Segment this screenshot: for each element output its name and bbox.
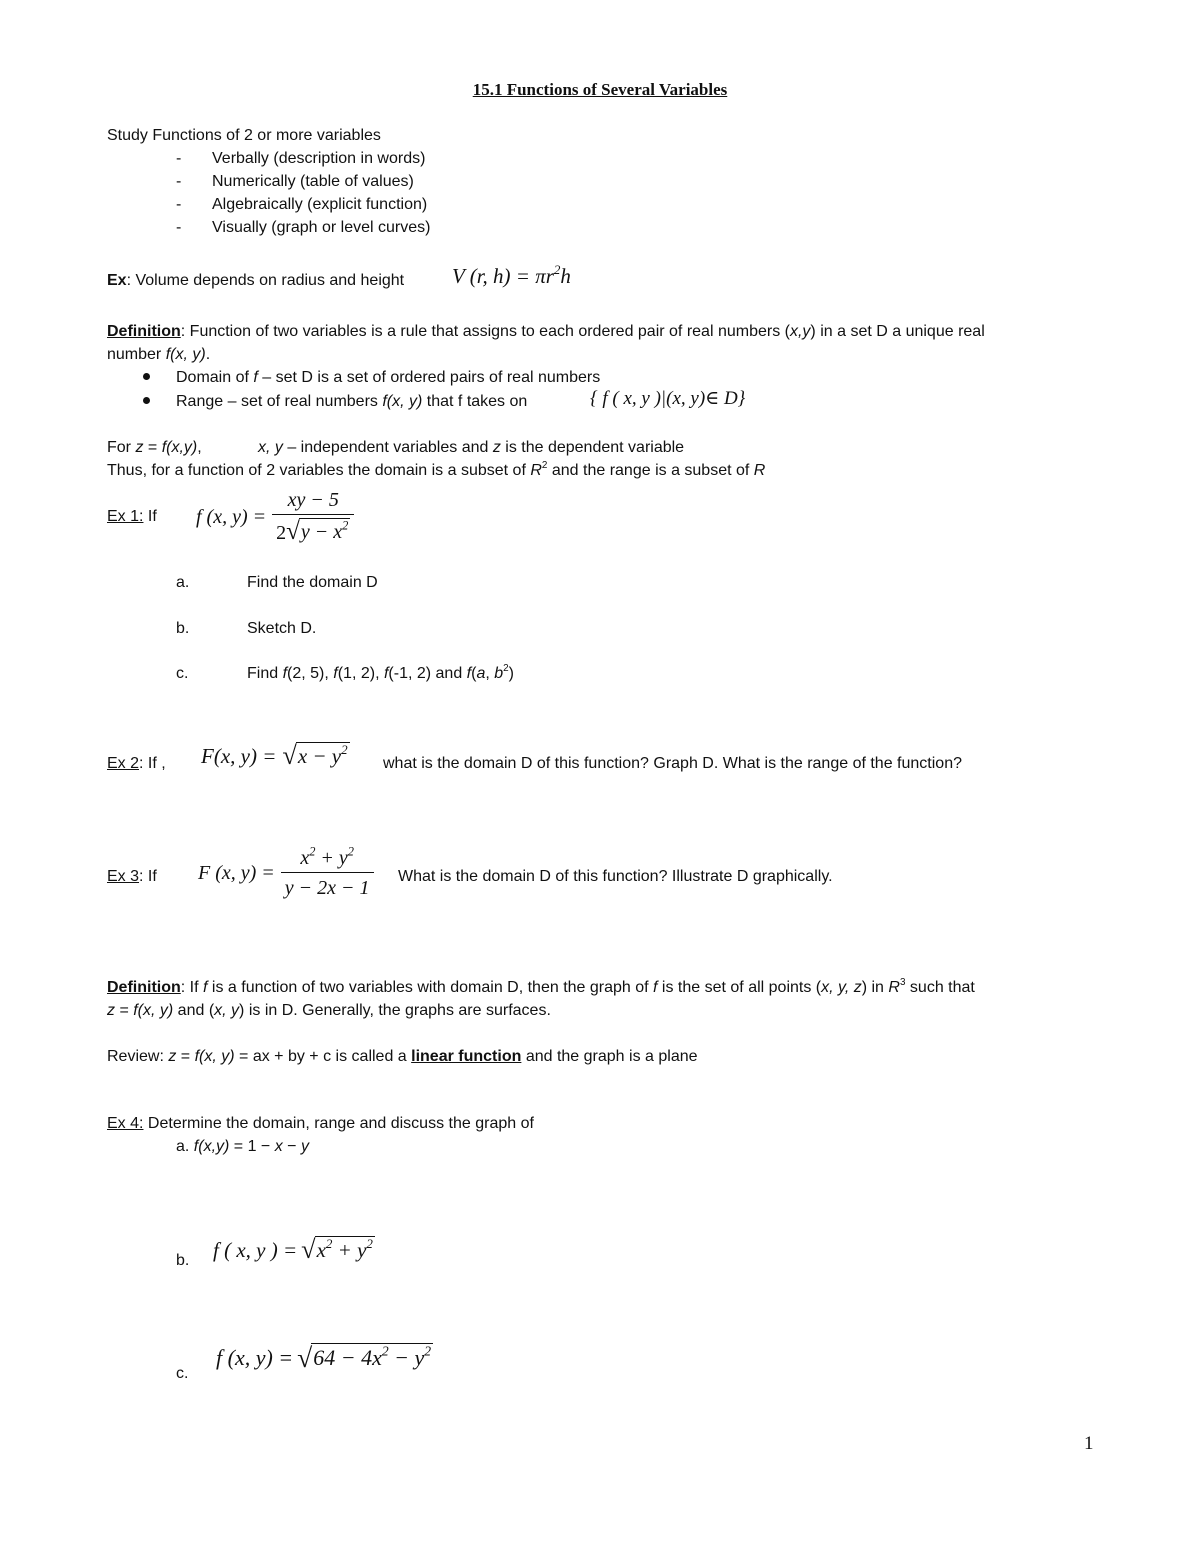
text: ( xyxy=(471,665,477,682)
exp: 2 xyxy=(366,1235,373,1251)
intro-dash: - xyxy=(176,219,182,236)
var-R: R xyxy=(530,462,542,479)
var-f: f xyxy=(383,665,389,682)
ex1-label: Ex 1: xyxy=(107,508,144,525)
volume-formula xyxy=(452,261,571,289)
var-y: y xyxy=(300,1138,309,1155)
definition-text: number xyxy=(107,346,166,363)
ex1-fraction xyxy=(272,488,354,545)
definition-2-line-2 xyxy=(107,1001,551,1020)
ex1-part-c-text xyxy=(247,664,514,683)
text: , xyxy=(197,439,202,456)
intro-lead: Study Functions of 2 or more variables xyxy=(107,127,381,144)
definition-label: Definition xyxy=(107,323,181,340)
text: ) is in D. Generally, the graphs are surfaces. xyxy=(239,1002,551,1019)
definition-colon: : xyxy=(180,323,186,340)
ex3-question: What is the domain D of this function? Illustrate D graphically. xyxy=(398,868,833,885)
var-R: R xyxy=(888,979,900,996)
intro-item: Visually (graph or level curves) xyxy=(212,219,431,236)
ex1-if: If xyxy=(143,508,157,525)
intro-dash: - xyxy=(176,196,182,213)
ex1-part-letter: b. xyxy=(176,620,190,637)
ex-volume-text: : Volume depends on radius and height xyxy=(126,272,405,289)
ex1-part-letter: c. xyxy=(176,665,189,682)
intro-dash: - xyxy=(176,173,182,190)
thus-line xyxy=(107,461,765,480)
var-z: z xyxy=(135,439,144,456)
bullet-f: f xyxy=(253,369,258,386)
text: For xyxy=(107,439,136,456)
definition-bullet-range xyxy=(143,392,527,411)
ex4-c-lhs: f (x, y) = xyxy=(216,1345,294,1370)
for-line-right xyxy=(258,438,684,457)
ex4-b-formula xyxy=(213,1236,375,1263)
ex2-label: Ex 2 xyxy=(107,755,140,772)
var-fxy: f(x, y) xyxy=(194,1048,235,1065)
text: (-1, 2) and xyxy=(388,665,467,682)
ex2-formula-lhs: F(x, y) = xyxy=(201,744,277,768)
ex3-formula xyxy=(198,846,374,900)
sqrt-icon: √ $y - x^2$ xyxy=(286,518,349,545)
ex3-if: : If xyxy=(139,868,157,885)
sqrt-icon: √ $x^2 + y^2$ xyxy=(301,1234,373,1264)
ex1-denominator xyxy=(272,514,354,545)
var-fxy: f(x, y) xyxy=(133,1002,174,1019)
var-fxy: f(x,y) xyxy=(193,1138,230,1155)
var-f: f xyxy=(653,979,658,996)
ex4-part-letter: c. xyxy=(176,1365,189,1382)
text: , xyxy=(485,665,495,682)
text: ) xyxy=(508,665,514,682)
ex1-formula-lhs: f (x, y) = xyxy=(196,505,267,528)
var-y: − y xyxy=(388,1345,425,1370)
text: ) in xyxy=(861,979,889,996)
var-f: f xyxy=(466,665,472,682)
ex3-formula-lhs: F (x, y) = xyxy=(198,862,275,884)
ex1-formula xyxy=(196,488,354,545)
text: = xyxy=(176,1048,195,1065)
ex1-part-text: Find the domain D xyxy=(247,574,378,591)
var-y: + y xyxy=(315,847,348,869)
var-xy: x, y xyxy=(214,1002,240,1019)
text: = 1 − xyxy=(229,1138,275,1155)
definition-1-line-2 xyxy=(107,345,210,364)
var-z: z xyxy=(168,1048,177,1065)
definition-text: Function of two variables is a rule that assigns to each ordered pair of real numbers ( xyxy=(185,323,790,340)
ex2-if: : If , xyxy=(139,755,166,772)
intro-item: Numerically (table of values) xyxy=(212,173,414,190)
range-set-notation: { f ( x, y )|(x, y)∈ D} xyxy=(590,388,746,409)
exp: 2 xyxy=(341,741,348,757)
bullet-icon xyxy=(143,397,150,404)
definition-text: ) in a set D a unique real xyxy=(810,323,985,340)
var-x: x xyxy=(316,1238,326,1262)
bullet-text: – set D is a set of ordered pairs of real numbers xyxy=(257,369,601,386)
radicand: 64 − 4x xyxy=(313,1345,382,1370)
exp: 3 xyxy=(899,977,906,989)
text: is a function of two variables with domain D, then the graph of xyxy=(207,979,654,996)
text: (2, 5), xyxy=(287,665,334,682)
definition-xy: x,y xyxy=(789,323,811,340)
ex2-question: what is the domain D of this function? Graph D. What is the range of the function? xyxy=(383,755,962,772)
ex3-label: Ex 3 xyxy=(107,868,140,885)
var-xy: x, y xyxy=(258,439,283,456)
ex1-den-coef: 2 xyxy=(276,522,287,544)
exp: 2 xyxy=(503,663,509,675)
ex4-part-a xyxy=(176,1137,309,1156)
ex1-den-radicand: y − x xyxy=(300,521,343,543)
review-line xyxy=(107,1047,698,1066)
ex1-numerator: xy − 5 xyxy=(287,489,339,511)
var-y: + y xyxy=(332,1238,367,1262)
text: is the dependent variable xyxy=(500,439,685,456)
var-xyz: x, y, z xyxy=(821,979,862,996)
ex4-b-lhs: f ( x, y ) = xyxy=(213,1238,298,1262)
exp: 2 xyxy=(309,844,316,859)
var-f: f xyxy=(282,665,288,682)
ex1-part-text: Sketch D. xyxy=(247,620,317,637)
text: = ax + by + c is called a xyxy=(234,1048,412,1065)
exp: 2 xyxy=(342,518,349,533)
definition-fxy: f(x, y) xyxy=(165,346,206,363)
exp: 2 xyxy=(424,1343,432,1359)
text: Review: xyxy=(107,1048,169,1065)
text: – independent variables and xyxy=(282,439,493,456)
var-b: b xyxy=(494,665,504,682)
ex2-radicand: x − y xyxy=(297,744,342,768)
page-number: 1 xyxy=(1084,1433,1094,1454)
ex3-numerator xyxy=(281,846,374,872)
bullet-text: Range – set of real numbers xyxy=(176,393,383,410)
bullet-text: that f takes on xyxy=(422,393,528,410)
var-f: f xyxy=(333,665,338,682)
for-line xyxy=(107,438,202,457)
exp: 2 xyxy=(381,1343,389,1359)
text: = xyxy=(143,439,162,456)
linear-function-term: linear function xyxy=(411,1048,522,1065)
ex-volume-line xyxy=(107,271,404,290)
bullet-fxy: f(x, y) xyxy=(382,393,423,410)
var-a: a xyxy=(476,665,486,682)
sqrt-icon: √ $x - y^2$ xyxy=(282,740,348,770)
bullet-icon xyxy=(143,373,150,380)
definition-text: . xyxy=(205,346,211,363)
text: and the range is a subset of xyxy=(547,462,754,479)
volume-formula-exp: 2 xyxy=(553,261,561,277)
text: such that xyxy=(905,979,975,996)
var-R: R xyxy=(753,462,766,479)
var-f: f xyxy=(203,979,208,996)
text: (1, 2), xyxy=(337,665,384,682)
text: − xyxy=(282,1138,301,1155)
ex2-formula xyxy=(201,742,350,769)
ex1-part-letter: a. xyxy=(176,574,190,591)
definition-label: Definition xyxy=(107,979,181,996)
var-x: x xyxy=(274,1138,283,1155)
definition-1-line-1 xyxy=(107,322,985,341)
text: is the set of all points ( xyxy=(657,979,822,996)
var-z: z xyxy=(492,439,501,456)
intro-item: Verbally (description in words) xyxy=(212,150,426,167)
text: If xyxy=(185,979,203,996)
exp: 2 xyxy=(541,460,548,472)
ex1-label-line xyxy=(107,507,157,526)
sqrt-icon: √ $64 - 4x^2 - y^2$ xyxy=(297,1341,432,1373)
ex4-part-letter: b. xyxy=(176,1252,190,1269)
ex4-text: Determine the domain, range and discuss the graph of xyxy=(143,1115,534,1132)
page-title: 15.1 Functions of Several Variables xyxy=(472,80,728,99)
intro-dash: - xyxy=(176,150,182,167)
ex4-c-formula xyxy=(216,1343,433,1371)
ex4-label: Ex 4: xyxy=(107,1115,144,1132)
exp: 2 xyxy=(325,1235,333,1251)
bullet-text: Domain of xyxy=(176,369,254,386)
var-z: z xyxy=(107,1002,115,1019)
text: and ( xyxy=(173,1002,215,1019)
ex3-label-line xyxy=(107,867,157,886)
definition-colon: : xyxy=(180,979,186,996)
definition-bullet-domain xyxy=(143,368,600,387)
exp: 2 xyxy=(347,844,354,859)
intro-item: Algebraically (explicit function) xyxy=(212,196,428,213)
volume-formula-tail: h xyxy=(560,264,571,288)
text: and the graph is a plane xyxy=(521,1048,698,1065)
definition-2-line-1 xyxy=(107,978,975,997)
volume-formula-lhs: V (r, h) = πr xyxy=(452,264,554,288)
ex2-label-line xyxy=(107,754,166,773)
text: = xyxy=(115,1002,134,1019)
text: Thus, for a function of 2 variables the domain is a subset of xyxy=(107,462,531,479)
text: Find xyxy=(247,665,283,682)
ex4-line xyxy=(107,1114,534,1133)
ex3-fraction xyxy=(281,846,374,900)
part-letter: a. xyxy=(176,1138,190,1155)
ex-label: Ex xyxy=(107,272,127,289)
var-fxy: f(x,y) xyxy=(161,439,198,456)
var-x: x xyxy=(300,847,310,869)
ex3-denominator: y − 2x − 1 xyxy=(281,872,374,900)
